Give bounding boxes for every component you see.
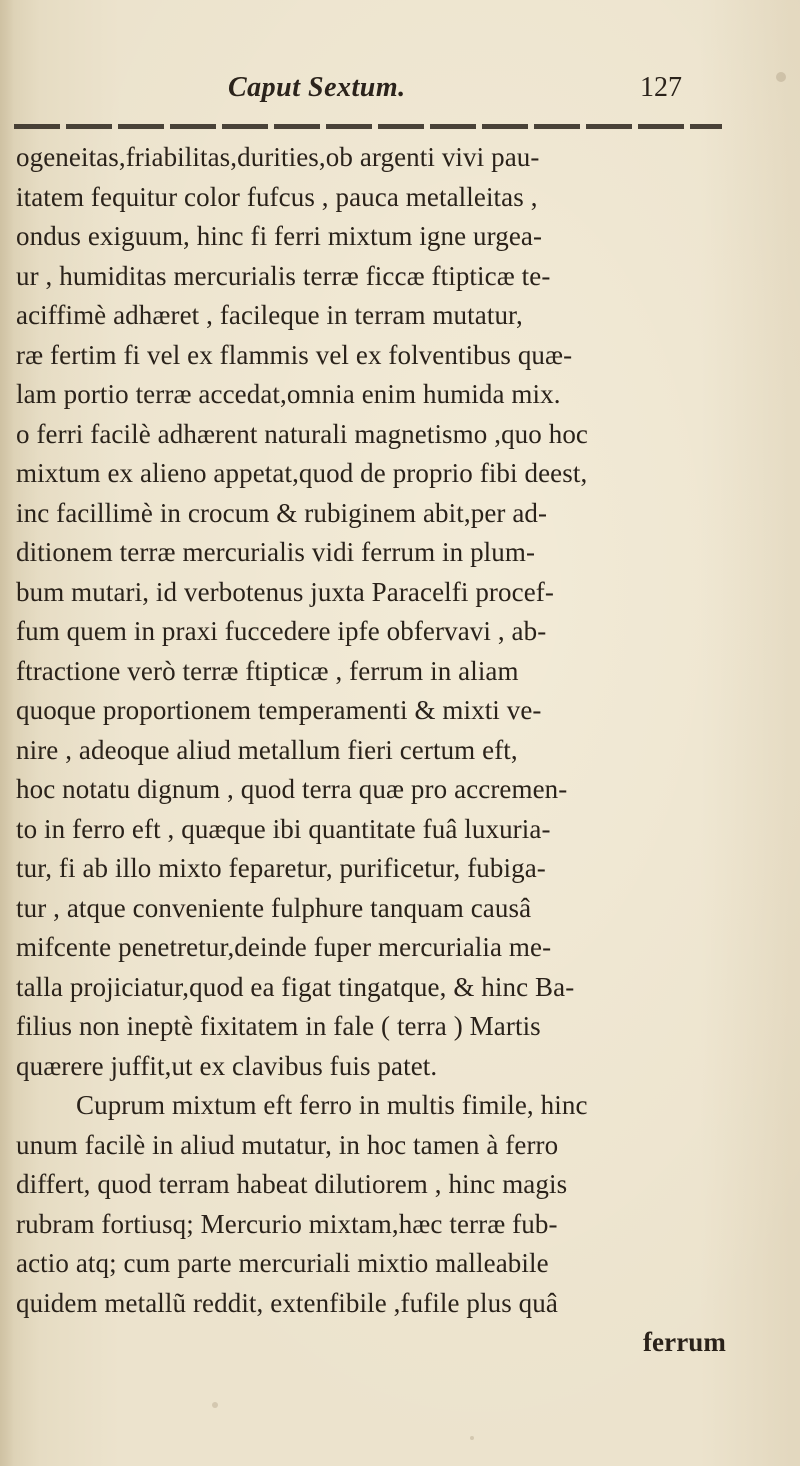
catchword: ferrum bbox=[642, 1327, 726, 1357]
text-line: itatem fequitur color fufcus , pauca metalleitas , bbox=[16, 181, 538, 212]
text-line: mifcente penetretur,deinde fuper mercurialia me- bbox=[16, 932, 552, 962]
page-number: 127 bbox=[640, 72, 682, 103]
text-line: ur , humiditas mercurialis terræ ficcæ ftipticæ te- bbox=[16, 260, 551, 291]
text-line: ditionem terræ mercurialis vidi ferrum in plum- bbox=[16, 537, 536, 567]
text-line: filius non ineptè fixitatem in fale ( terra ) Martis bbox=[16, 1011, 541, 1041]
text-line: ræ fertim fi vel ex flammis vel ex folventibus quæ- bbox=[16, 339, 573, 370]
text-line: inc facillimè in crocum & rubiginem abit,per ad- bbox=[16, 497, 548, 528]
text-line: quoque proportionem temperamenti & mixti ve- bbox=[16, 695, 542, 725]
running-head: Caput Sextum. bbox=[228, 72, 406, 103]
text-line: rubram fortiusq; Mercurio mixtam,hæc terræ fub- bbox=[16, 1208, 558, 1239]
text-line: hoc notatu dignum , quod terra quæ pro accremen- bbox=[16, 774, 568, 804]
text-line: ogeneitas,friabilitas,durities,ob argenti vivi pau- bbox=[16, 142, 540, 172]
text-line: bum mutari, id verbotenus juxta Paracelfi procef- bbox=[16, 576, 554, 607]
text-line: quidem metallũ reddit, extenfibile ,fufile plus quâ bbox=[16, 1287, 558, 1318]
paper-stain bbox=[470, 1436, 474, 1440]
text-line: tur, fi ab illo mixto feparetur, purificetur, fubiga- bbox=[16, 853, 546, 883]
text-line: nire , adeoque aliud metallum fieri certum eft, bbox=[16, 734, 518, 765]
text-line: ondus exiguum, hinc fi ferri mixtum igne urgea- bbox=[16, 221, 543, 251]
header-rule bbox=[14, 124, 722, 129]
page-header bbox=[0, 66, 800, 116]
text-line: talla projiciatur,quod ea figat tingatque, & hinc Ba- bbox=[16, 971, 575, 1002]
text-line: ftractione verò terræ ftipticæ , ferrum in aliam bbox=[16, 655, 519, 686]
text-line: quærere juffit,ut ex clavibus fuis patet. bbox=[16, 1050, 438, 1081]
text-line: differt, quod terram habeat dilutiorem , hinc magis bbox=[16, 1169, 568, 1199]
text-line: unum facilè in aliud mutatur, in hoc tamen à ferro bbox=[16, 1129, 559, 1160]
text-line: to in ferro eft , quæque ibi quantitate fuâ luxuria- bbox=[16, 813, 551, 844]
body-text bbox=[16, 138, 726, 1363]
paper-stain bbox=[776, 72, 786, 82]
text-line: actio atq; cum parte mercuriali mixtio malleabile bbox=[16, 1248, 549, 1278]
text-line: mixtum ex alieno appetat,quod de proprio fibi deest, bbox=[16, 458, 588, 488]
text-line: o ferri facilè adhærent naturali magnetismo ,quo hoc bbox=[16, 418, 589, 449]
text-line: aciffimè adhæret , facileque in terram mutatur, bbox=[16, 300, 523, 330]
text-line: tur , atque conveniente fulphure tanquam causâ bbox=[16, 892, 532, 923]
paper-stain bbox=[212, 1402, 218, 1408]
text-line: fum quem in praxi fuccedere ipfe obfervavi , ab- bbox=[16, 616, 547, 646]
text-line: lam portio terræ accedat,omnia enim humida mix. bbox=[16, 379, 561, 409]
paragraph-start-line: Cuprum mixtum eft ferro in multis fimile, hinc bbox=[76, 1090, 588, 1120]
binding-gutter bbox=[0, 0, 14, 1466]
